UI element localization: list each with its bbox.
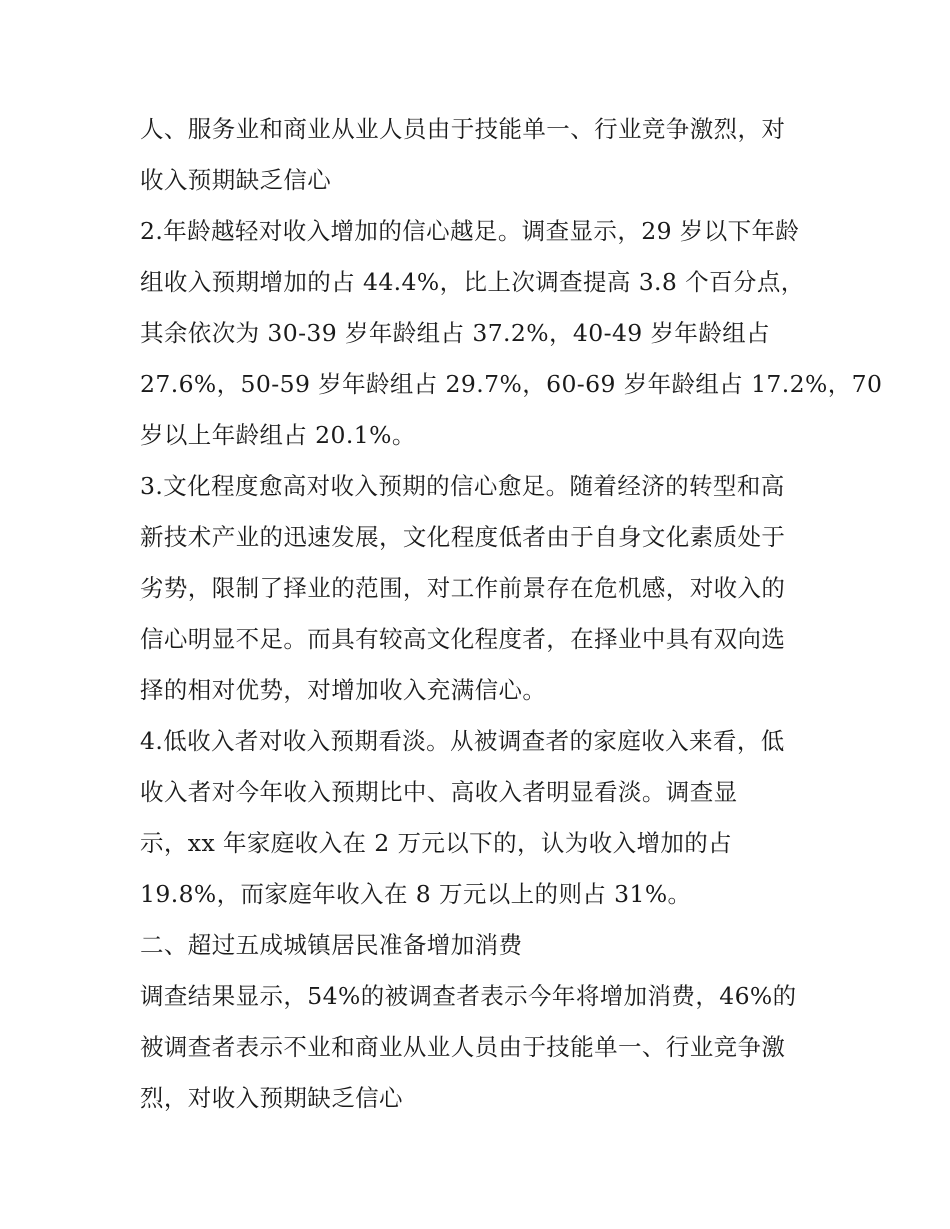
text-line: 烈，对收入预期缺乏信心 (140, 1084, 403, 1112)
text-line: 收入预期缺乏信心 (140, 166, 332, 194)
text-line: 4.低收入者对收入预期看淡。从被调查者的家庭收入来看，低 (140, 727, 785, 755)
text-line: 被调查者表示不业和商业从业人员由于技能单一、行业竞争激 (140, 1033, 786, 1061)
text-line: 示，xx 年家庭收入在 2 万元以下的，认为收入增加的占 (140, 829, 733, 857)
document-body (140, 104, 883, 1124)
text-line: 调查结果显示，54%的被调查者表示今年将增加消费，46%的 (140, 982, 797, 1010)
text-line: 3.文化程度愈高对收入预期的信心愈足。随着经济的转型和高 (140, 472, 785, 500)
text-line: 劣势，限制了择业的范围，对工作前景存在危机感，对收入的 (140, 574, 786, 602)
text-line: 2.年龄越轻对收入增加的信心越足。调查显示，29 岁以下年龄 (140, 217, 800, 245)
text-line: 新技术产业的迅速发展，文化程度低者由于自身文化素质处于 (140, 523, 786, 551)
text-line: 收入者对今年收入预期比中、高收入者明显看淡。调查显 (140, 778, 738, 806)
text-line: 择的相对优势，对增加收入充满信心。 (140, 676, 547, 704)
text-line: 27.6%，50-59 岁年龄组占 29.7%，60-69 岁年龄组占 17.2%，70 (140, 370, 883, 398)
text-line: 信心明显不足。而具有较高文化程度者，在择业中具有双向选 (140, 625, 786, 653)
section-heading: 二、超过五成城镇居民准备增加消费 (140, 931, 523, 959)
text-line: 19.8%，而家庭年收入在 8 万元以上的则占 31%。 (140, 880, 692, 908)
text-line: 人、服务业和商业从业人员由于技能单一、行业竞争激烈，对 (140, 115, 786, 143)
text-line: 岁以上年龄组占 20.1%。 (140, 421, 416, 449)
text-line: 组收入预期增加的占 44.4%，比上次调查提高 3.8 个百分点， (140, 268, 805, 296)
text-line: 其余依次为 30-39 岁年龄组占 37.2%，40-49 岁年龄组占 (140, 319, 771, 347)
